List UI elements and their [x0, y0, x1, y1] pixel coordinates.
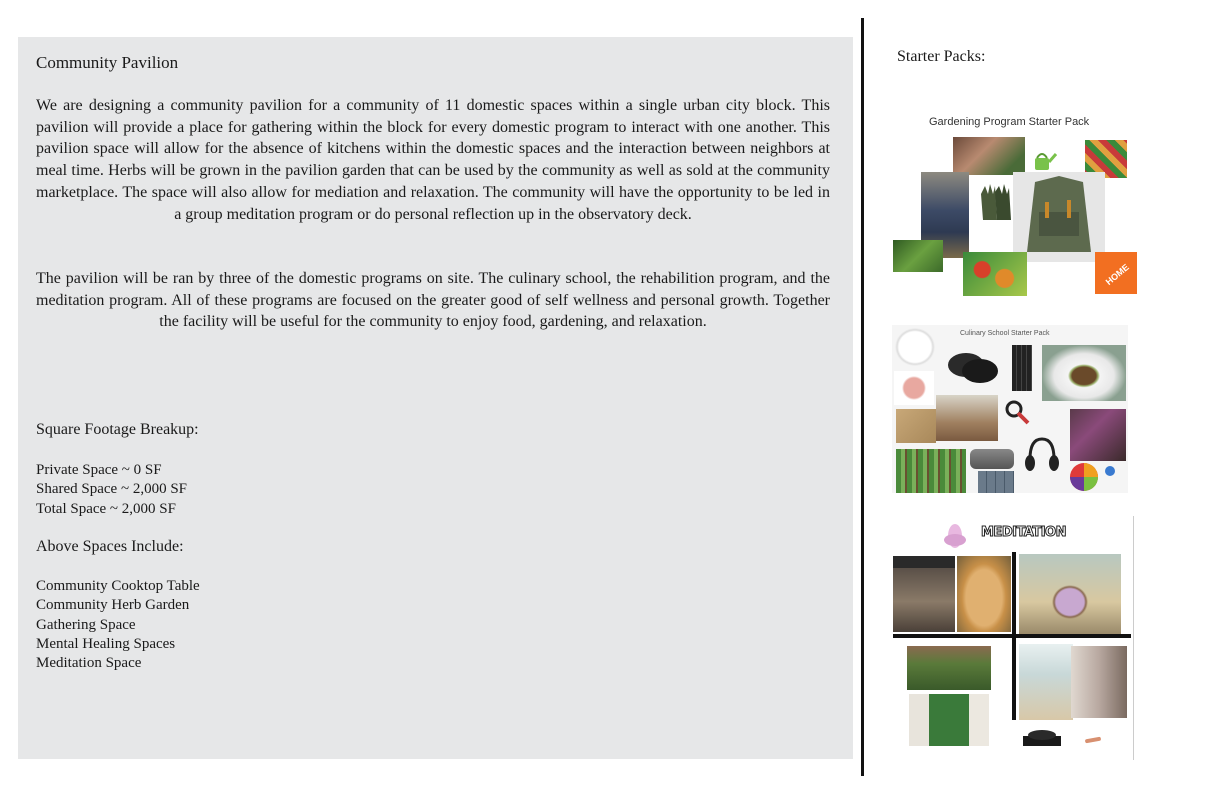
hand-grip-photo — [1002, 397, 1032, 427]
watering-can-icon — [1027, 150, 1057, 172]
meditation-pack-label: MEDITATION — [981, 525, 1066, 540]
cardboard-box-photo — [896, 409, 936, 443]
svg-text:HOME: HOME — [1103, 262, 1131, 288]
description-panel — [18, 37, 853, 759]
horizontal-bar — [893, 634, 1131, 638]
plated-dish-photo — [1042, 345, 1126, 401]
culinary-pack-label: Culinary School Starter Pack — [960, 330, 1050, 337]
plants-photo — [893, 240, 943, 272]
intro-paragraph: We are designing a community pavilion for a community of 11 domestic spaces within a single urban city block. This pavilion will provide a place for gathering within the block for every domestic program to interact with one another. This pavilion space will allow for the absence of kitchens within the domestic spaces and the interaction between neighbors at meal time. Herbs will be grown in the pavilion garden that can be used by the community as well as sold at the community marketplace. The space will also allow for mediation and relaxation. The community will have the opportunity to be led in a group meditation program or do personal reflection up in the observatory deck. — [36, 97, 830, 223]
spaces-include-list — [36, 577, 200, 673]
home-depot-logo — [1095, 252, 1137, 294]
lotus-icon — [943, 520, 967, 550]
culinary-starter-pack — [892, 325, 1128, 493]
dorm-room-photo — [936, 395, 998, 441]
curtain-room-photo — [1071, 646, 1127, 718]
meditation-cushion-photo — [1021, 726, 1063, 748]
vertical-divider — [861, 18, 864, 776]
list-item: Mental Healing Spaces — [36, 635, 176, 652]
program-paragraph: The pavilion will be ran by three of the domestic programs on site. The culinary school, the rehabilition program, and the meditation program. All of these programs are focused on the greater good of self wellness and personal growth. Together the facility will be useful for the community to enjoy food, gardening, and relaxation. — [36, 270, 830, 331]
herb-seedlings-photo — [896, 449, 966, 493]
list-item: Community Herb Garden — [36, 597, 190, 614]
incense-stick-photo — [1083, 732, 1103, 742]
starter-packs-heading: Starter Packs: — [897, 48, 986, 65]
lockers-photo — [978, 471, 1014, 493]
meditation-starter-pack — [891, 516, 1134, 760]
bright-studio-photo — [1019, 644, 1073, 720]
woman-meditating-photo — [1019, 554, 1121, 634]
square-footage-list — [36, 461, 187, 519]
meditation-room-photo — [909, 694, 989, 746]
vegetables-photo — [963, 252, 1027, 296]
dog-meditating-photo — [893, 556, 955, 632]
list-item: Community Cooktop Table — [36, 578, 200, 594]
list-item: Gathering Space — [36, 616, 136, 633]
page-title: Community Pavilion — [36, 53, 179, 72]
green-wall-room-photo — [907, 646, 991, 690]
gardening-pack-label: Gardening Program Starter Pack — [929, 116, 1090, 128]
tool-apron-photo — [1013, 172, 1105, 262]
cat-meme-photo — [957, 556, 1011, 632]
list-item: Total Space ~ 2,000 SF — [36, 500, 176, 517]
chef-hat-photo — [894, 327, 936, 367]
gardening-starter-pack — [891, 110, 1139, 300]
knife-cutting-photo — [1070, 409, 1126, 461]
list-item: Shared Space ~ 2,000 SF — [36, 481, 188, 498]
spaces-include-heading: Above Spaces Include: — [36, 538, 184, 555]
gloves-hands-photo — [953, 137, 1025, 175]
chef-clogs-photo — [944, 343, 1002, 387]
square-footage-heading: Square Footage Breakup: — [36, 421, 199, 438]
chef-pants-photo — [1012, 345, 1032, 391]
duffel-bag-photo — [970, 449, 1014, 469]
list-item: Private Space ~ 0 SF — [36, 462, 162, 478]
list-item: Meditation Space — [36, 655, 142, 672]
headphones-photo — [1022, 433, 1062, 477]
chef-portrait-photo — [894, 371, 934, 405]
food-plate-icon — [1064, 461, 1126, 493]
